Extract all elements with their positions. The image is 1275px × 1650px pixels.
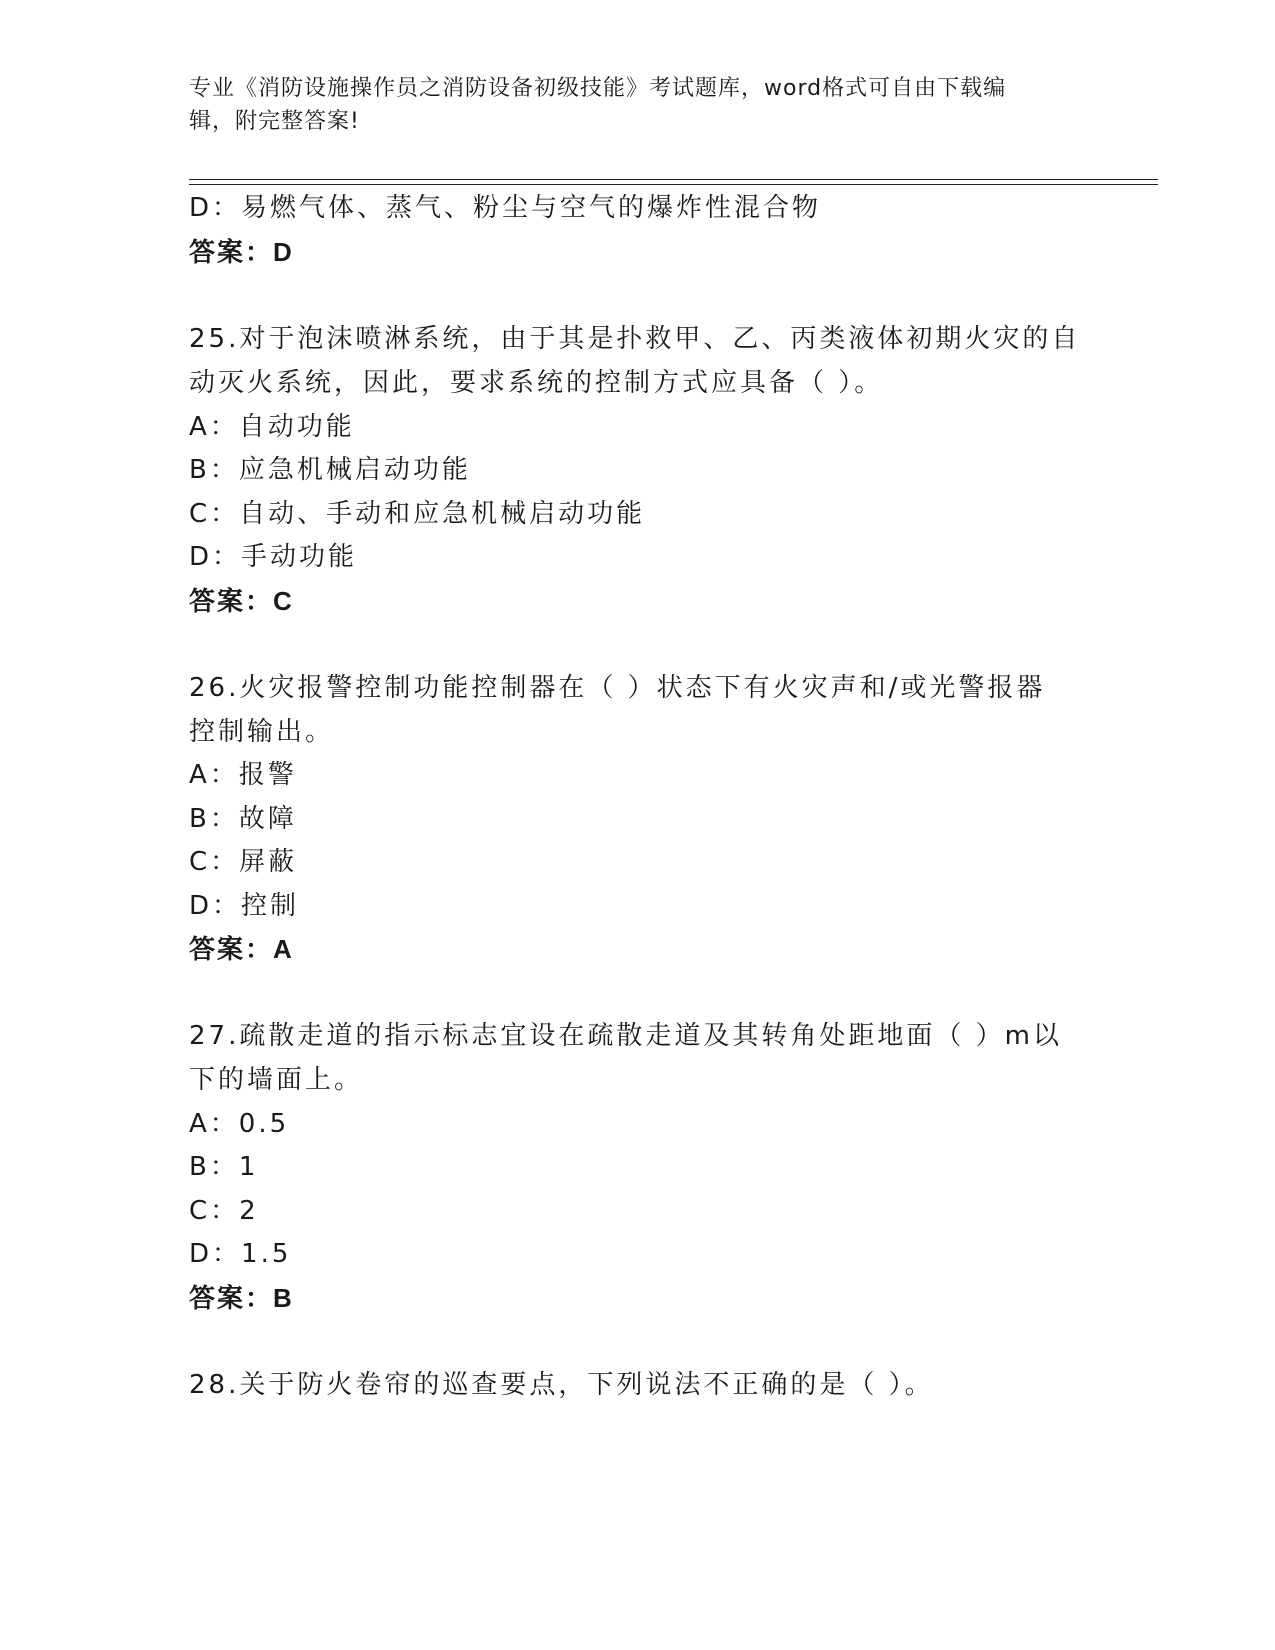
- q27-stem-line-1: 27.疏散走道的指示标志宜设在疏散走道及其转角处距地面（ ）m以: [189, 1021, 1062, 1051]
- q27-option-a: A：0.5: [189, 1109, 290, 1139]
- q27-stem-line-2: 下的墙面上。: [189, 1065, 364, 1095]
- q26-option-d: D：控制: [189, 891, 300, 921]
- prev-answer: 答案：D: [189, 237, 294, 267]
- q26-option-c: C：屏蔽: [189, 847, 298, 877]
- q26-answer: 答案：A: [189, 934, 294, 964]
- q25-stem-line-2: 动灭火系统，因此，要求系统的控制方式应具备（ ）。: [189, 368, 884, 398]
- q25-option-a: A：自动功能: [189, 412, 355, 442]
- q27-option-c: C：2: [189, 1196, 259, 1226]
- q28-stem-line-1: 28.关于防火卷帘的巡查要点，下列说法不正确的是（ ）。: [189, 1370, 934, 1400]
- q26-option-b: B：故障: [189, 804, 297, 834]
- q26-option-a: A：报警: [189, 760, 297, 790]
- header-line-2: 辑，附完整答案!: [189, 109, 360, 134]
- q25-stem-line-1: 25.对于泡沫喷淋系统，由于其是扑救甲、乙、丙类液体初期火灾的自: [189, 324, 1081, 354]
- q27-answer: 答案：B: [189, 1283, 294, 1313]
- prev-option-d: D：易燃气体、蒸气、粉尘与空气的爆炸性混合物: [189, 193, 822, 223]
- q26-stem-line-1: 26.火灾报警控制功能控制器在（ ）状态下有火灾声和/或光警报器: [189, 673, 1046, 703]
- header-rule-bottom: [189, 184, 1158, 185]
- q25-answer: 答案：C: [189, 586, 294, 616]
- header-rule-top: [189, 179, 1158, 180]
- q25-option-d: D：手动功能: [189, 542, 358, 572]
- document-header: [189, 72, 1089, 138]
- q25-option-c: C：自动、手动和应急机械启动功能: [189, 499, 646, 529]
- header-line-1: 专业《消防设施操作员之消防设备初级技能》考试题库，word格式可自由下载编: [189, 76, 1007, 101]
- q26-stem-line-2: 控制输出。: [189, 717, 335, 747]
- q25-option-b: B：应急机械启动功能: [189, 455, 471, 485]
- q27-option-b: B：1: [189, 1152, 259, 1182]
- q27-option-d: D：1.5: [189, 1239, 292, 1269]
